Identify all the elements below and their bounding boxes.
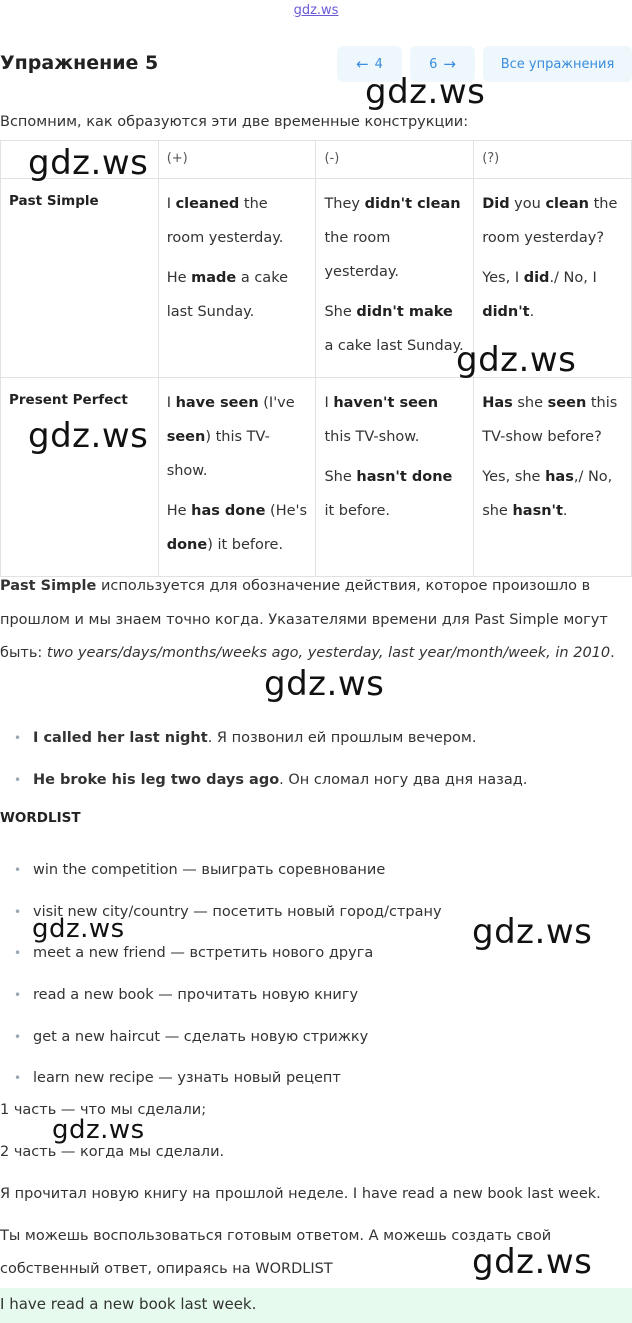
row-label-past-simple: Past Simple bbox=[1, 179, 159, 378]
list-item: • learn new recipe — узнать новый рецепт bbox=[0, 1068, 620, 1110]
intro-text: Вспомним, как образуются эти две временные конструкции: bbox=[0, 114, 469, 130]
explanation-paragraph: Past Simple используется для обозначение действия, которое произошло в прошлом и мы знаем точно когда. Указателями времени для Past Simple могут быть: two years/days/months/weeks ago, yesterday, last year/month/week, in 2010. bbox=[0, 578, 615, 661]
hint-text-line-1: Ты можешь воспользоваться готовым ответом. А можешь создать свой bbox=[0, 1228, 552, 1244]
watermark: gdz.ws bbox=[28, 143, 149, 183]
example-sentence: She didn't make a cake last Sunday. bbox=[324, 304, 464, 354]
example-sentence: I cleaned the room yesterday. bbox=[166, 196, 284, 246]
list-item: • visit new city/country — посетить новый город/страну bbox=[0, 902, 620, 944]
table-cell bbox=[158, 378, 316, 577]
part-one-text: 1 часть — что мы сделали; bbox=[0, 1102, 207, 1118]
example-list bbox=[0, 728, 620, 811]
arrow-right-icon: → bbox=[443, 55, 456, 73]
answer-box: I have read a new book last week. bbox=[0, 1288, 632, 1323]
list-item: • win the competition — выиграть соревнование bbox=[0, 860, 620, 902]
table-header-minus: (-) bbox=[316, 141, 474, 179]
site-link[interactable]: gdz.ws bbox=[293, 3, 339, 18]
example-sentence: Did you clean the room yesterday? bbox=[482, 196, 618, 246]
table-header-question: (?) bbox=[474, 141, 632, 179]
watermark: gdz.ws bbox=[472, 1242, 593, 1282]
example-sentence: Has she seen this TV-show before? bbox=[482, 395, 618, 445]
table-cell bbox=[316, 378, 474, 577]
example-sentence: She hasn't done it before. bbox=[324, 469, 453, 519]
arrow-left-icon: ← bbox=[356, 55, 369, 73]
list-item: • meet a new friend — встретить нового друга bbox=[0, 943, 620, 985]
example-sentence: I have seen (I've seen) this TV-show. bbox=[166, 395, 295, 479]
part-two-text: 2 часть — когда мы сделали. bbox=[0, 1144, 225, 1160]
watermark: gdz.ws bbox=[472, 912, 593, 952]
watermark: gdz.ws bbox=[52, 1115, 145, 1145]
example-sentence: Yes, she has,/ No, she hasn't. bbox=[482, 469, 613, 519]
page-title: Упражнение 5 bbox=[0, 52, 159, 74]
table-row-present-perfect bbox=[1, 378, 632, 577]
hint-text-line-2: собственный ответ, опираясь на WORDLIST bbox=[0, 1261, 333, 1277]
watermark: gdz.ws bbox=[456, 340, 577, 380]
wordlist-heading: WORDLIST bbox=[0, 810, 81, 826]
example-sentence-text: Я прочитал новую книгу на прошлой неделе. I have read a new book last week. bbox=[0, 1186, 601, 1202]
example-sentence: They didn't clean the room yesterday. bbox=[324, 196, 461, 280]
table-cell bbox=[316, 179, 474, 378]
table-cell bbox=[158, 179, 316, 378]
table-cell bbox=[474, 378, 632, 577]
example-sentence: I haven't seen this TV-show. bbox=[324, 395, 439, 445]
list-item: • read a new book — прочитать новую книгу bbox=[0, 985, 620, 1027]
list-item: • He broke his leg two days ago. Он сломал ногу два дня назад. bbox=[0, 770, 620, 812]
list-item: • get a new haircut — сделать новую стрижку bbox=[0, 1027, 620, 1069]
watermark: gdz.ws bbox=[264, 664, 385, 704]
wordlist bbox=[0, 860, 620, 1110]
watermark: gdz.ws bbox=[365, 72, 486, 112]
table-header-plus: (+) bbox=[158, 141, 316, 179]
row-label-present-perfect: Present Perfect bbox=[1, 378, 159, 577]
exercise-header bbox=[0, 46, 632, 82]
next-exercise-label: 6 bbox=[429, 56, 438, 72]
watermark: gdz.ws bbox=[32, 914, 125, 944]
example-sentence: He has done (He's done) it before. bbox=[166, 503, 308, 553]
prev-exercise-label: 4 bbox=[374, 56, 383, 72]
example-sentence: He made a cake last Sunday. bbox=[166, 270, 288, 320]
example-sentence: Yes, I did./ No, I didn't. bbox=[482, 270, 597, 320]
list-item: • I called her last night. Я позвонил ей прошлым вечером. bbox=[0, 728, 620, 770]
watermark: gdz.ws bbox=[28, 416, 149, 456]
all-exercises-button[interactable]: Все упражнения bbox=[483, 46, 632, 82]
